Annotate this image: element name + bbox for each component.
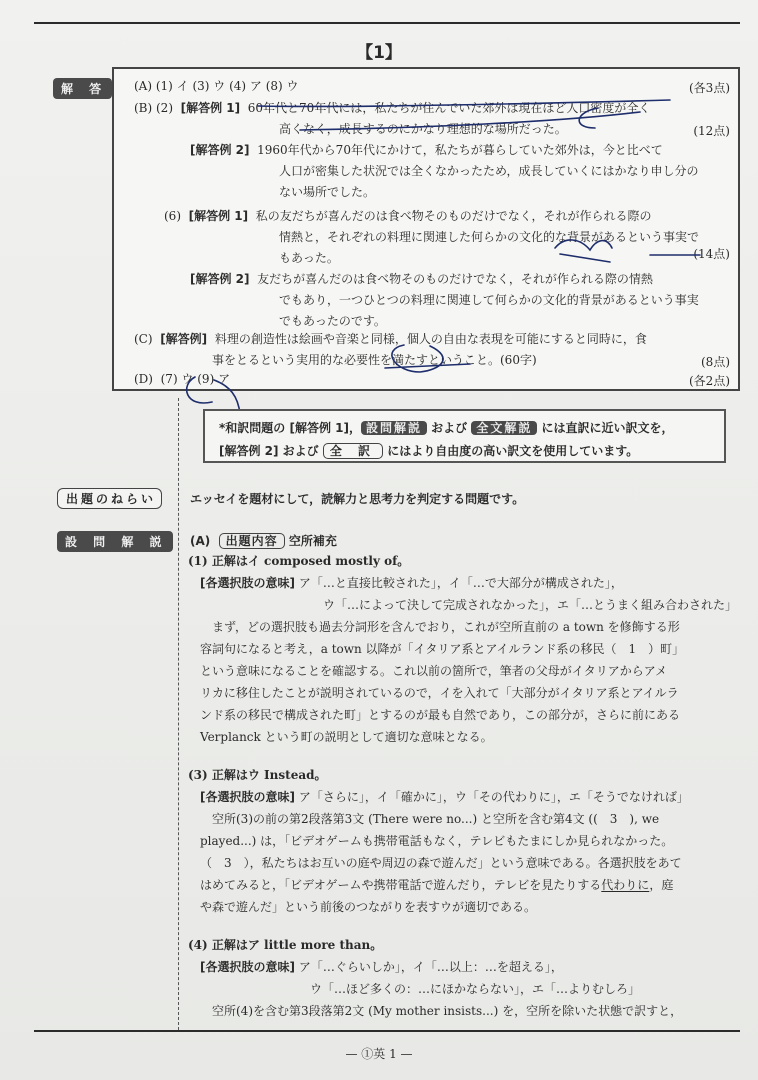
q3-body-line-underlined: はめてみると，「ビデオゲームや携帯電話で遊んだり，テレビを見たりする代わりに，庭 [200, 878, 674, 892]
answer-c-line2: 事をとるという実用的な必要性を満たすということ。(60字) [212, 353, 537, 367]
q3-choices: [各選択肢の意味] ア「さらに」，イ「確かに」，ウ「その代わりに」，エ「そうでなければ」 [200, 790, 689, 804]
answer-a-points: (各3点) [689, 81, 730, 95]
topic-chip: 出題内容 [219, 533, 285, 549]
answer-a: (A) (1) イ (3) ウ (4) ア (8) ウ [134, 79, 299, 93]
explanation-label: 設 問 解 説 [57, 531, 173, 552]
section-a-heading: (A) 出題内容 空所補充 [190, 534, 337, 548]
answer-b2-points: (12点) [693, 124, 730, 138]
section-title: 【1】 [356, 43, 402, 63]
aim-text: エッセイを題材にして，読解力と思考力を判定する問題です。 [190, 492, 525, 506]
q3-body-line: played...) は，「ビデオゲームも携帯電話もなく，テレビもたまにしか見られなかった。 [200, 834, 674, 848]
chip-full-translation: 全 訳 [323, 443, 383, 459]
answer-box [112, 67, 740, 391]
answer-b6-ex2-line3: でもあったのです。 [279, 314, 386, 328]
note-line1: *和訳問題の [解答例 1]， 設問解説 および 全文解説 には直訳に近い訳文を， [219, 421, 674, 435]
aim-label: 出題のねらい [57, 488, 162, 509]
q1-body-line: 容詞句になると考え，a town 以降が「イタリア系とアイルランド系の移民（ 1 ）町」 [200, 642, 685, 656]
answer-b6-ex2-line2: でもあり，一つひとつの料理に関連して何らかの文化的背景があるという事実 [279, 293, 699, 307]
answer-b2-ex2: [解答例 2] 1960年代から70年代にかけて，私たちが暮らしていた郊外は，今と比べて [190, 143, 663, 157]
q3-heading: (3) 正解はウ Instead。 [188, 768, 327, 782]
answer-b2-ex1: (B) (2) [解答例 1] 60年代と70年代には，私たちが住んでいた郊外は現在ほど人口密度が全く [134, 101, 651, 115]
q1-body-line: Verplanck という町の説明として適切な意味となる。 [200, 730, 493, 744]
q1-body-line: まず，どの選択肢も過去分詞形を含んでおり，これが空所直前の a town を修飾する形 [200, 620, 680, 634]
q1-heading: (1) 正解はイ composed mostly of。 [188, 554, 410, 568]
q4-choices: [各選択肢の意味] ア「…ぐらいしか」，イ「…以上：…を超える」， [200, 960, 563, 974]
answer-b6-ex1-line2: 情熱と，それぞれの料理に関連した何らかの文化的な背景があるという事実で [279, 230, 700, 244]
dashed-divider [178, 398, 179, 1030]
page-number: — ①英 1 — [345, 1047, 413, 1061]
q3-body-line: 空所(3)の前の第2段落第3文 (There were no...) と空所を含む第4文 (( 3 ), we [200, 812, 660, 826]
chip-question-explanation: 設問解説 [361, 421, 427, 435]
bottom-rule [34, 1030, 740, 1032]
answer-b6-ex1-line3: もあった。 [279, 251, 339, 265]
answer-b6-points: (14点) [693, 247, 730, 261]
note-line2: [解答例 2] および 全 訳 にはより自由度の高い訳文を使用しています。 [219, 444, 639, 458]
answer-c-points: (8点) [701, 355, 730, 369]
q4-body-line: 空所(4)を含む第3段落第2文 (My mother insists...) を，空所を除いた状態で訳すと， [200, 1004, 683, 1018]
answer-b6-ex2: [解答例 2] 友だちが喜んだのは食べ物そのものだけでなく，それが作られる際の情熱 [190, 272, 653, 286]
answer-b6-ex1: (6) [解答例 1] 私の友だちが喜んだのは食べ物そのものだけでなく，それが作られる際の [164, 209, 652, 223]
q1-body-line: ンド系の移民で構成された町」とするのが最も自然であり，この部分が，さらに前にある [200, 708, 681, 722]
q1-choices: [各選択肢の意味] ア「…と直接比較された」，イ「…で大部分が構成された」， [200, 576, 623, 590]
answer-c: (C) [解答例] 料理の創造性は絵画や音楽と同様，個人の自由な表現を可能にすると同時に，食 [134, 332, 647, 346]
answer-d-points: (各2点) [689, 374, 730, 388]
answer-d: (D) (7) ウ (9) ア [134, 372, 231, 386]
answer-b2-ex1-line2: 高くなく，成長するのにかなり理想的な場所だった。 [279, 122, 567, 136]
q1-choices-line2: ウ「…によって決して完成されなかった」，エ「…とうまく組み合わされた」 [323, 598, 738, 612]
q4-choices-line2: ウ「…ほど多くの：…にほかならない」，エ「…よりむしろ」 [310, 982, 641, 996]
answer-b2-ex2-line3: ない場所でした。 [279, 185, 376, 199]
answer-b2-ex2-line2: 人口が密集した状況では全くなかったため，成長していくにはかなり申し分の [279, 164, 699, 178]
translation-note-box [203, 409, 726, 463]
q3-body-line: （ 3 ），私たちはお互いの庭や周辺の森で遊んだ」という意味である。各選択肢をあて [200, 856, 682, 870]
q1-body-line: という意味になることを確認する。これ以前の箇所で，筆者の父母がイタリアからアメ [200, 664, 668, 678]
answer-label: 解 答 [53, 78, 112, 99]
q3-body-line: や森で遊んだ」という前後のつながりを表すウが適切である。 [200, 900, 537, 914]
top-rule [34, 22, 740, 24]
chip-full-text-explanation: 全文解説 [471, 421, 537, 435]
q1-body-line: リカに移住したことが説明されているので，イを入れて「大部分がイタリア系とアイルラ [200, 686, 679, 700]
q4-heading: (4) 正解はア little more than。 [188, 938, 383, 952]
